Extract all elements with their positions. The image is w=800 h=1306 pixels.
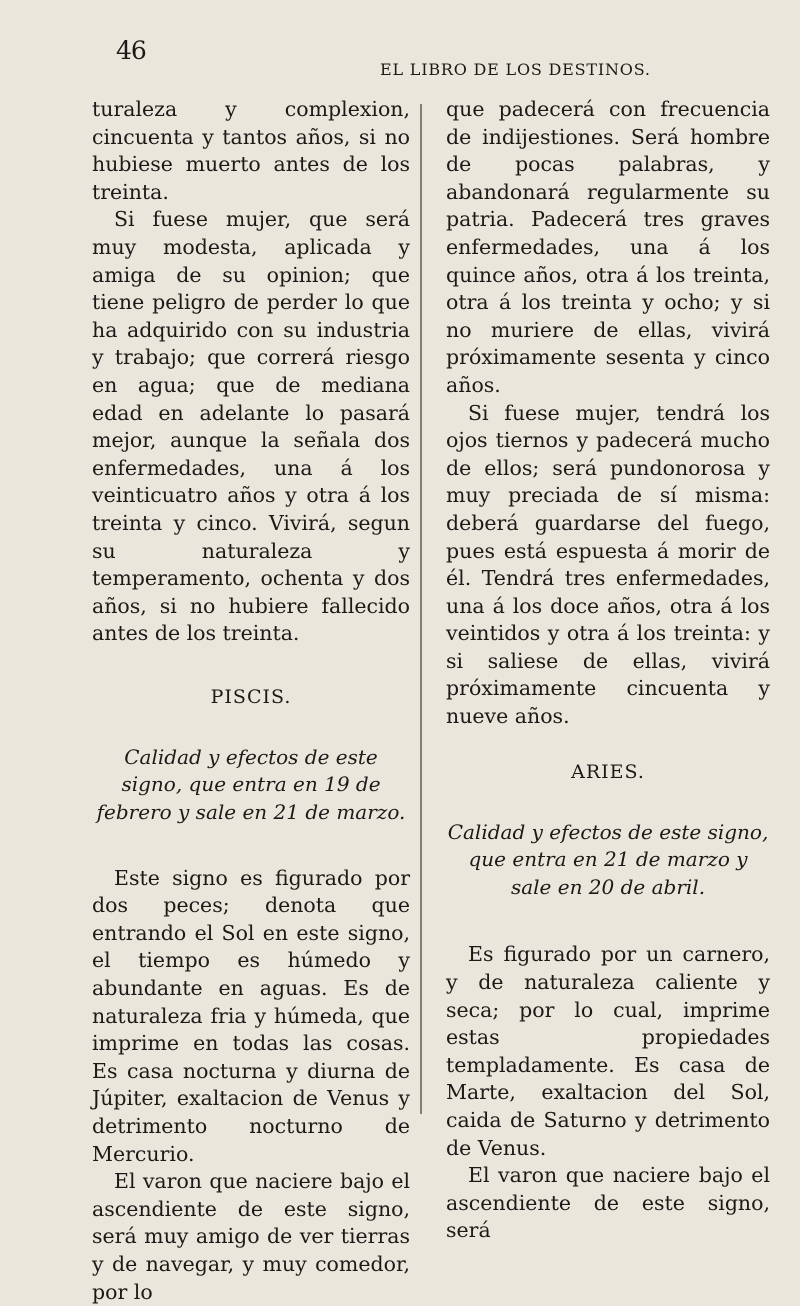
left-paragraph-piscis-description: Este signo es figurado por dos peces; denota que entrando el Sol en este signo, el tiempo es húmedo y abundante en aguas. Es de naturaleza fria y húmeda, que imprime en todas las cosas. Es casa nocturna y diurna de Júpiter, exaltacion de Venus y detrimento nocturno de Mercurio. xyxy=(92,865,411,1166)
right-paragraph-varon: El varon que naciere bajo el ascendiente de este signo, será xyxy=(446,1163,770,1243)
left-column xyxy=(92,96,420,1306)
sign-heading-piscis: PISCIS. xyxy=(210,685,292,708)
page-number: 46 xyxy=(116,36,146,65)
sign-subheading-aries: Calidad y efectos de este signo, que entra en 21 de marzo y sale en 20 de abril. xyxy=(447,819,769,899)
sign-subheading-piscis: Calidad y efectos de este signo, que entra en 19 de febrero y sale en 21 de marzo. xyxy=(96,744,406,825)
right-paragraph-aries-description: Es figurado por un carnero, y de naturaleza caliente y seca; por lo cual, imprime estas propiedades templadamente. Es casa de Marte, exaltacion del Sol, caida de Saturno y detrimento de Venus. xyxy=(446,942,770,1160)
running-head: EL LIBRO DE LOS DESTINOS. xyxy=(380,60,651,79)
right-paragraph-continuation: que padecerá con frecuencia de indijestiones. Será hombre de pocas palabras, y abandonará regularmente su patria. Padecerá tres graves enfermedades, una á los quince años, otra á los treinta, otra á los treinta y ocho; y si no muriere de ellas, vivirá próximamente sesenta y cinco años. xyxy=(446,97,770,397)
column-divider xyxy=(420,104,422,1114)
page-header xyxy=(92,0,758,98)
right-column xyxy=(436,96,770,1306)
sign-heading-aries: ARIES. xyxy=(571,760,645,783)
two-column-text xyxy=(92,96,770,1306)
left-paragraph-mujer: Si fuese mujer, que será muy modesta, aplicada y amiga de su opinion; que tiene peligro de perder lo que ha adquirido con su industria y trabajo; que correrá riesgo en agua; que de mediana edad en adelante lo pasará mejor, aunque la señala dos enfermedades, una á los veinticuatro años y otra á los treinta y cinco. Vivirá, segun su naturaleza y temperamento, ochenta y dos años, si no hubiere fallecido antes de los treinta. xyxy=(92,207,411,646)
left-paragraph-continuation: turaleza y complexion, cincuenta y tantos años, si no hubiese muerto antes de los treinta. xyxy=(92,97,411,204)
left-paragraph-varon: El varon que naciere bajo el ascendiente de este signo, será muy amigo de ver tierras y de navegar, y muy comedor, por lo xyxy=(92,1169,411,1304)
right-paragraph-mujer: Si fuese mujer, tendrá los ojos tiernos y padecerá mucho de ellos; será pundonorosa y muy preciada de sí misma: deberá guardarse del fuego, pues está espuesta á morir de él. Tendrá tres enfermedades, una á los doce años, otra á los veintidos y otra á los treinta: y si saliese de ellas, vivirá próximamente cincuenta y nueve años. xyxy=(446,400,770,729)
